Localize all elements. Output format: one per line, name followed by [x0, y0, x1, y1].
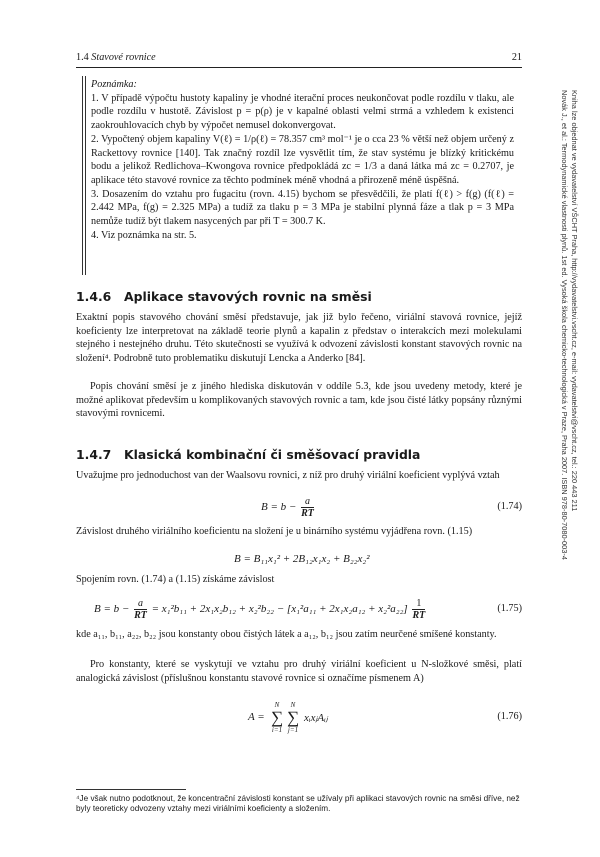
section-title: Stavové rovnice — [91, 52, 156, 63]
eq-middle: = x₁²b₁₁ + 2x₁x₂b₁₂ + x₂²b₂₂ − [x₁²a₁₁ + 2x₁x₂a₁₂ + x₂²a₂₂] — [151, 603, 408, 616]
header-rule — [76, 67, 522, 68]
page-number: 21 — [511, 52, 522, 63]
sum-symbol: ∑ — [286, 708, 300, 727]
paragraph-147-1: Uvažujme pro jednoduchost van der Waalsovu rovnici, z níž pro druhý viriální koeficient vyplývá vztah — [76, 470, 500, 481]
section-number: 1.4 — [76, 52, 89, 63]
paragraph-147-4: kde a₁₁, b₁₁, a₂₂, b₂₂ jsou konstanty obou čistých látek a a₁₂, b₁₂ jsou zatím neurčené smíšené konstanty. — [76, 629, 497, 640]
fraction — [134, 598, 147, 621]
note-item-2: 2. Vypočtený objem kapaliny V(ℓ) = 1/ρ(ℓ) = 78.357 cm³ mol⁻¹ je o cca 23 % větší než objem určený z Rackettovy rovnice [140]. Tak značný rozdíl lze vysvětlit tím, že stav systému je blízký kritickému bodu a jelikož Redlichova–Kwongova rovnice předpokládá zc = 1/3 a daná látka má zc = 0.2707, je aplikace této stavové rovnice za těchto podmínek méně vhodná a přirozeně méně úspěšná. — [91, 133, 514, 186]
eq-lhs: B = b − — [94, 603, 130, 616]
fraction-numerator: a — [134, 598, 147, 610]
fraction-numerator: 1 — [412, 598, 425, 610]
equation-1-15-body: B = B₁₁x₁² + 2B₁₂x₁x₂ + B₂₂x₂² — [234, 553, 370, 565]
equation-1-74-body — [261, 496, 316, 519]
fraction-denominator: RT — [134, 610, 147, 621]
note-item-1: 1. V případě výpočtu hustoty kapaliny je vhodné iterační proces neukončovat podle rozdílu v tlaku, ale podle rozdílu v hustotě. Závislost p = p(ρ) je v kapalné oblasti velmi strmá a vzhledem k existenci zaokrouhlovacích chyb by výpočet nemusel dokonvergovat. — [91, 92, 514, 132]
sum-upper-limit: N — [290, 701, 296, 709]
paragraph-146-1: Exaktní popis stavového chování směsí představuje, jak již bylo řečeno, viriální stavová rovnice, jejíž koeficienty lze interpretovat na základě teorie plynů a kapalin z představ o interakcích mezi molekulami stejného i nestejného druhu. Této skutečnosti se využívá k odvození závislosti konstant stavových rovnic na složení⁴. Podrobně tuto problematiku diskutují Lencka a Anderko [84]. — [76, 312, 522, 365]
equation-1-74 — [76, 496, 522, 520]
eq-lhs: A = — [248, 711, 265, 723]
equation-1-76-lhs — [248, 711, 265, 723]
equation-1-75 — [76, 598, 522, 622]
eq-lhs: B = b − — [261, 501, 297, 514]
section-number-147: 1.4.7 — [76, 447, 112, 462]
section-title-147: Klasická kombinační či směšovací pravidla — [124, 447, 421, 462]
equation-1-76 — [76, 701, 522, 737]
sum-upper-limit: N — [274, 701, 280, 709]
note-bar-right — [85, 76, 86, 275]
section-title-146: Aplikace stavových rovnic na směsi — [124, 289, 372, 304]
sum-lower-limit: j=1 — [287, 726, 299, 734]
paragraph-147-5: Pro konstanty, které se vyskytují ve vztahu pro druhý viriální koeficient u N-složkové směsi, platí analogická závislost (příslušnou konstantu stavové rovnice si označíme písmenem A) — [76, 659, 522, 684]
note-item-3: 3. Dosazením do vztahu pro fugacitu (rovn. 4.15) bychom se přesvědčili, že platí f(ℓ) > f(g) (f(ℓ) = 2.442 MPa, f(g) = 2.325 MPa) a tudíž za tlaku p = 3 MPa je stabilní plynná fáze a tlak p = 3 MPa nemůže tudíž být tlakem nasycených par při T = 300.7 K. — [91, 188, 514, 228]
note-text — [91, 78, 514, 242]
equation-number: (1.75) — [497, 603, 522, 614]
running-header-section — [76, 52, 156, 63]
fraction-denominator: RT — [301, 508, 314, 519]
sum-lower-limit: i=1 — [271, 726, 283, 734]
paragraph-147-3: Spojením rovn. (1.74) a (1.15) získáme závislost — [76, 574, 275, 585]
section-heading-147 — [76, 447, 420, 462]
running-header — [76, 52, 522, 66]
sum-i — [270, 701, 284, 734]
side-citation — [548, 90, 588, 610]
note-box — [76, 76, 522, 275]
fraction — [301, 496, 314, 519]
fraction — [412, 598, 425, 621]
footnote: ⁴Je však nutno podotknout, že koncentrační závislosti konstant se užívaly při aplikaci stavových rovnic na směsi dříve, než byly teoreticky odvozeny vztahy mezi viriálními koeficienty a složením. — [76, 794, 520, 814]
equation-number: (1.76) — [497, 711, 522, 722]
sum-j — [286, 701, 300, 734]
side-citation-svg — [548, 90, 588, 610]
equation-1-15 — [76, 553, 522, 569]
equation-1-76-rhs: xᵢxⱼAᵢⱼ — [304, 712, 328, 724]
footnote-rule — [76, 789, 186, 790]
equation-number: (1.74) — [497, 501, 522, 512]
equation-1-75-body — [94, 598, 427, 621]
note-title: Poznámka: — [91, 79, 137, 90]
section-number-146: 1.4.6 — [76, 289, 112, 304]
note-item-4: 4. Viz poznámka na str. 5. — [91, 229, 197, 241]
side-citation-line-1: Novák J., et al.: Termodynamické vlastnosti plynů. 1st ed. Vysoká škola chemicko-technologická v Praze, Praha 2007. ISBN 978-80-7080-003-4 — [560, 90, 569, 560]
paragraph-146-2: Popis chování směsí je z jiného hlediska diskutován v oddíle 5.3, kde jsou uvedeny metody, které je možné aplikovat především u komplikovaných stavových rovnic a tam, kde jsou čisté látky popsány různými stavovými rovnicemi. — [76, 381, 522, 420]
paragraph-147-2: Závislost druhého viriálního koeficientu na složení je u binárního systému vyjádřena rovn. (1.15) — [76, 526, 473, 537]
fraction-denominator: RT — [412, 610, 426, 621]
side-citation-line-2: Kniha lze objednat ve vydavatelství VŠCHT Praha, http://vydavatelstvi.vscht.cz, e-mail: vydavatelstvi@vscht.cz, tel.: 220 443 211 — [570, 90, 579, 512]
sum-symbol: ∑ — [270, 708, 284, 727]
note-bar-left — [82, 76, 83, 275]
fraction-numerator: a — [301, 496, 314, 508]
section-heading-146 — [76, 289, 372, 304]
